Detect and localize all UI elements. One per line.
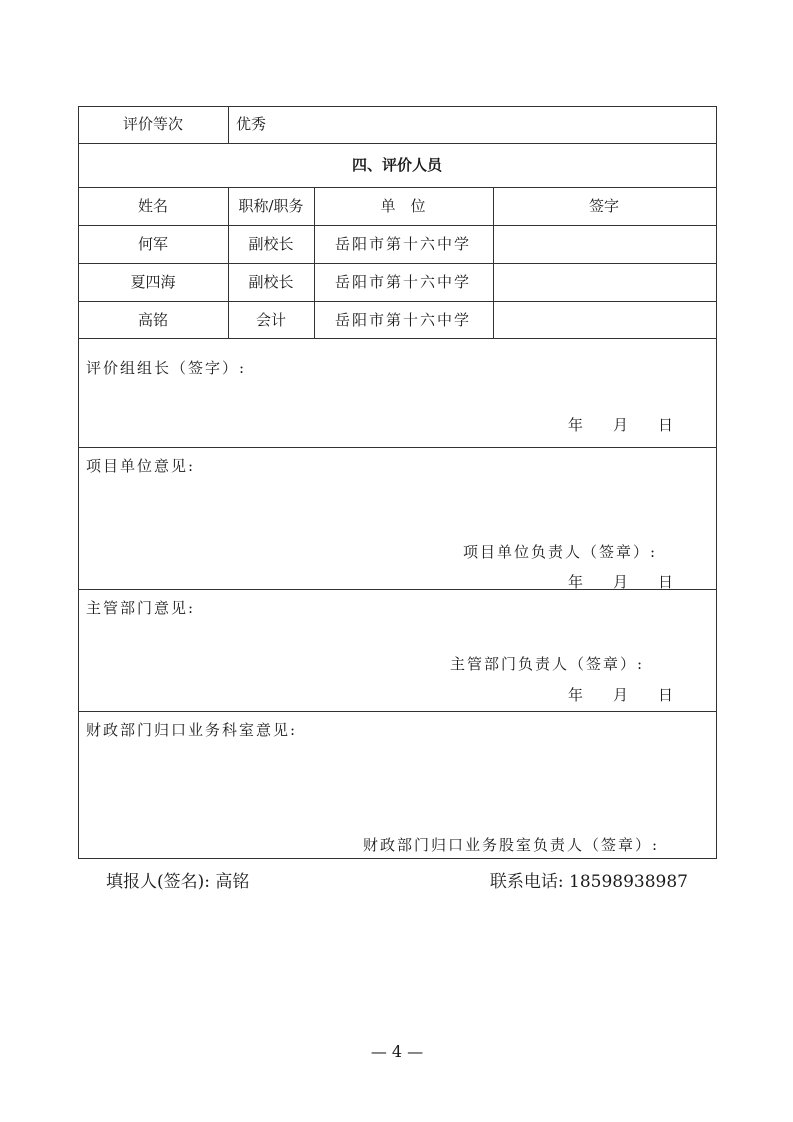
rating-value: 优秀 [236,115,267,133]
header-title: 职称/职务 [238,197,304,215]
column-divider [493,187,494,338]
person-name: 何军 [137,235,169,253]
project-opinion-label: 项目单位意见: [86,457,196,475]
rule [78,187,717,188]
person-unit: 岳阳市第十六中学 [334,273,472,291]
person-title: 副校长 [248,273,294,291]
person-unit: 岳阳市第十六中学 [334,311,472,329]
rule [78,858,717,859]
rating-label: 评价等次 [122,115,184,133]
person-title: 副校长 [248,235,294,253]
filler-signature: 填报人(签名): 高铭 [106,872,250,892]
table-border-right [716,106,717,859]
table-border-left [78,106,79,859]
leader-sign-label: 评价组组长（签字）: [86,359,247,377]
header-unit: 单 位 [380,197,426,215]
header-signature: 签字 [588,197,620,215]
rule [78,143,717,144]
rule [78,338,717,339]
page-number: — 4 — [370,1042,424,1061]
dept-opinion-signer: 主管部门负责人（签章）: [449,655,644,673]
dept-opinion-date: 年 月 日 [567,686,673,704]
column-divider [314,187,315,338]
dept-opinion-label: 主管部门意见: [86,599,196,617]
project-opinion-date: 年 月 日 [567,573,673,591]
person-name: 夏四海 [130,273,176,291]
finance-opinion-label: 财政部门归口业务科室意见: [86,721,298,739]
rule [78,711,717,712]
finance-opinion-signer: 财政部门归口业务股室负责人（签章）: [362,836,659,854]
rule [78,225,717,226]
rule [78,301,717,302]
rule [78,447,717,448]
column-divider [228,106,229,143]
contact-phone: 联系电话: 18598938987 [489,872,688,892]
leader-sign-date: 年 月 日 [567,416,673,434]
section-title: 四、评价人员 [351,156,443,174]
project-opinion-signer: 项目单位负责人（签章）: [462,543,657,561]
person-unit: 岳阳市第十六中学 [334,235,472,253]
person-name: 高铭 [137,311,169,329]
person-title: 会计 [255,311,287,329]
rule [78,263,717,264]
rule [78,106,717,107]
header-name: 姓名 [137,197,169,215]
column-divider [228,187,229,338]
